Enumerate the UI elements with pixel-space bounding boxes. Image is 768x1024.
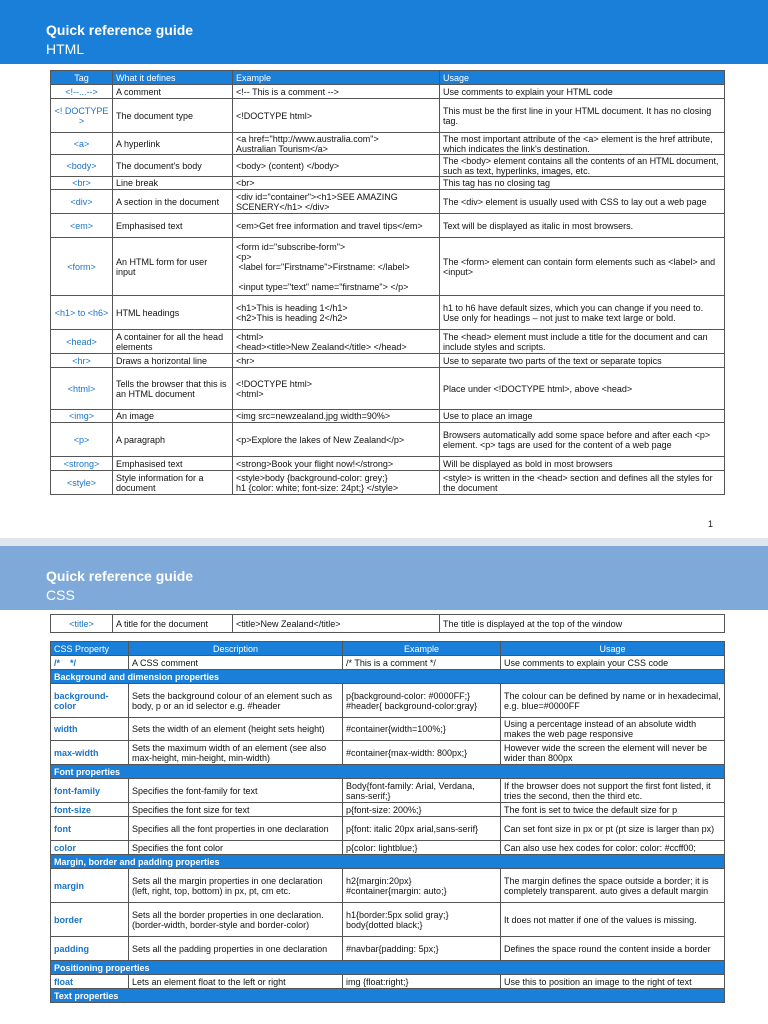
- defines-cell-text: A paragraph: [116, 434, 166, 445]
- example-cell-text: <em>Get free information and travel tips</em>: [236, 220, 423, 231]
- usage-cell: [501, 779, 725, 803]
- example-cell-text: <a href="http://www.australia.com"> Australian Tourism</a>: [236, 133, 379, 154]
- tag-cell-text: <form>: [67, 261, 96, 272]
- example-cell: [233, 296, 440, 330]
- table-row: [51, 779, 725, 803]
- property-cell-text: max-width: [54, 747, 99, 758]
- property-cell: [51, 684, 129, 718]
- description-cell-text: Specifies the font-family for text: [132, 785, 258, 796]
- example-cell-text: p{font-size: 200%;}: [346, 804, 422, 815]
- table-row: [51, 684, 725, 718]
- example-cell: [343, 903, 501, 937]
- usage-cell: [440, 99, 725, 133]
- usage-cell-text: This must be the first line in your HTML document. It has no closing tag.: [443, 105, 714, 126]
- example-cell-text: <form id="subscribe-form"> <p> <label for="Firstname">Firstname: </label> <input type="text" name="firstname"> </p>: [236, 241, 410, 292]
- column-header: CSS Property: [51, 642, 129, 656]
- table-row: [51, 330, 725, 354]
- property-cell-text: font-size: [54, 804, 91, 815]
- description-cell: [129, 841, 343, 855]
- defines-cell: [113, 296, 233, 330]
- table-row: [51, 841, 725, 855]
- usage-cell-text: The colour can be defined by name or in hexadecimal, e.g. blue=#0000FF: [504, 690, 724, 711]
- example-cell-text: <style>body {background-color: grey;} h1 {color: white; font-size: 24pt;} </style>: [236, 472, 399, 493]
- usage-cell: [440, 457, 725, 471]
- column-header: Example: [233, 71, 440, 85]
- property-cell: [51, 741, 129, 765]
- table-row: [51, 410, 725, 423]
- defines-cell-text: Emphasised text: [116, 220, 183, 231]
- tag-cell-text: <style>: [66, 477, 97, 488]
- tag-cell-text: <head>: [66, 336, 97, 347]
- title-tag-table: [50, 614, 725, 633]
- example-cell-text: <h1>This is heading 1</h1> <h2>This is heading 2</h2>: [236, 302, 348, 323]
- section-heading: Background and dimension properties: [51, 670, 725, 684]
- usage-cell-text: The margin defines the space outside a border; it is completely transparent. auto gives a default margin: [504, 875, 712, 896]
- defines-cell: [113, 471, 233, 495]
- css-reference-table: [50, 641, 725, 1003]
- property-cell-text: float: [54, 976, 73, 987]
- description-cell-text: Sets all the padding properties in one declaration: [132, 943, 328, 954]
- tag-cell-text: <img>: [68, 411, 94, 421]
- example-cell-text: #container{max-width: 800px;}: [346, 747, 468, 758]
- usage-cell-text: This tag has no closing tag: [443, 178, 551, 188]
- defines-cell: [113, 457, 233, 471]
- example-cell-text: h2{margin:20px} #container{margin: auto;}: [346, 875, 447, 896]
- usage-cell-text: The font is set to twice the default size for p: [504, 804, 678, 815]
- example-cell: [233, 330, 440, 354]
- property-cell: [51, 841, 129, 855]
- usage-cell: [440, 177, 725, 190]
- defines-cell: [113, 190, 233, 214]
- description-cell: [129, 937, 343, 961]
- defines-cell-text: The document's body: [116, 160, 202, 171]
- defines-cell-text: Tells the browser that this is an HTML document: [116, 378, 230, 399]
- defines-cell-text: The document type: [116, 110, 194, 121]
- example-cell: [233, 423, 440, 457]
- usage-cell-text: Text will be displayed as italic in most browsers.: [443, 220, 634, 231]
- example-cell-text: /* This is a comment */: [346, 657, 436, 668]
- table-row: [51, 615, 725, 633]
- example-cell-text: Body{font-family: Arial, Verdana, sans-serif;}: [346, 780, 478, 801]
- section-heading: Font properties: [51, 765, 725, 779]
- usage-cell: [501, 718, 725, 741]
- table-row: [51, 869, 725, 903]
- css-banner: [0, 546, 768, 610]
- property-cell-text: font: [54, 823, 71, 834]
- usage-cell: [440, 155, 725, 177]
- example-cell: [233, 410, 440, 423]
- example-cell: [343, 975, 501, 989]
- usage-cell: [501, 841, 725, 855]
- example-cell-text: #navbar{padding: 5px;}: [346, 943, 439, 954]
- usage-cell: [501, 803, 725, 817]
- column-header: Description: [129, 642, 343, 656]
- example-cell: [343, 741, 501, 765]
- description-cell-text: Specifies the font color: [132, 842, 224, 853]
- usage-cell-text: The <form> element can contain form elements such as <label> and <input>: [443, 256, 718, 277]
- tag-cell: [51, 190, 113, 214]
- property-cell: [51, 975, 129, 989]
- property-cell: [51, 937, 129, 961]
- usage-cell: [501, 741, 725, 765]
- table-row: [51, 471, 725, 495]
- usage-cell: [440, 214, 725, 238]
- defines-cell: [113, 133, 233, 155]
- defines-cell: [113, 214, 233, 238]
- tag-cell: [51, 177, 113, 190]
- property-cell-text: color: [54, 842, 77, 853]
- column-header: Example: [343, 642, 501, 656]
- description-cell: [129, 684, 343, 718]
- column-header: What it defines: [113, 71, 233, 85]
- tag-cell: [51, 410, 113, 423]
- example-cell: [233, 133, 440, 155]
- defines-cell-text: HTML headings: [116, 307, 180, 318]
- table-row: [51, 99, 725, 133]
- table-row: [51, 817, 725, 841]
- description-cell-text: Sets the maximum width of an element (see also max-height, min-height, min-width): [132, 742, 329, 763]
- tag-cell-text: <! DOCTYPE >: [54, 105, 111, 126]
- defines-cell-text: A hyperlink: [116, 138, 161, 149]
- defines-cell-text: A container for all the head elements: [116, 331, 226, 352]
- example-cell-text: <!-- This is a comment -->: [236, 86, 339, 97]
- usage-cell: [440, 368, 725, 410]
- property-cell-text: border: [54, 914, 83, 925]
- example-cell: [233, 190, 440, 214]
- example-cell: [343, 841, 501, 855]
- description-cell: [129, 803, 343, 817]
- defines-cell: [113, 330, 233, 354]
- table-row: [51, 238, 725, 296]
- usage-cell-text: Browsers automatically add some space before and after each <p> element. <p> tags are used for the content of a web page: [443, 429, 713, 450]
- usage-cell-text: Can set font size in px or pt (pt size is larger than px): [504, 823, 715, 834]
- usage-cell: [440, 238, 725, 296]
- usage-cell: [440, 330, 725, 354]
- table-header-row: [51, 71, 725, 85]
- tag-cell: <title>: [51, 615, 113, 633]
- table-row: [51, 155, 725, 177]
- defines-cell: [113, 99, 233, 133]
- example-cell: [233, 85, 440, 99]
- defines-cell: [113, 177, 233, 190]
- description-cell-text: Lets an element float to the left or right: [132, 976, 286, 987]
- section-heading-row: [51, 855, 725, 869]
- defines-cell-text: Line break: [116, 178, 159, 188]
- html-banner: [0, 0, 768, 64]
- example-cell-text: <strong>Book your flight now!</strong>: [236, 458, 394, 469]
- page-subtitle: CSS: [46, 587, 75, 603]
- description-cell-text: Sets the width of an element (height sets height): [132, 724, 325, 734]
- page-title: Quick reference guide: [46, 22, 194, 38]
- example-cell-text: <div id="container"><h1>SEE AMAZING SCENERY</h1> </div>: [236, 191, 401, 212]
- description-cell: [129, 869, 343, 903]
- tag-cell-text: <strong>: [63, 458, 100, 469]
- example-cell: [233, 238, 440, 296]
- property-cell: [51, 817, 129, 841]
- tag-cell-text: <!--...-->: [65, 86, 98, 97]
- example-cell: [343, 817, 501, 841]
- property-cell: [51, 656, 129, 670]
- example-cell-text: #container{width=100%;}: [346, 724, 446, 734]
- usage-cell: [501, 937, 725, 961]
- example-cell: [343, 869, 501, 903]
- usage-cell: [501, 684, 725, 718]
- usage-cell-text: It does not matter if one of the values is missing.: [504, 914, 697, 925]
- section-heading: Margin, border and padding properties: [51, 855, 725, 869]
- example-cell-text: <p>Explore the lakes of New Zealand</p>: [236, 434, 405, 445]
- table-row: [51, 718, 725, 741]
- defines-cell: [113, 238, 233, 296]
- table-row: [51, 133, 725, 155]
- page-number: 1: [708, 519, 714, 529]
- section-heading-row: [51, 961, 725, 975]
- table-row: [51, 975, 725, 989]
- page-divider: [0, 538, 768, 546]
- usage-cell: [440, 471, 725, 495]
- usage-cell-text: The <head> element must include a title for the document and can include styles and scripts.: [443, 331, 711, 352]
- column-header: Usage: [440, 71, 725, 85]
- example-cell-text: p{font: italic 20px arial,sans-serif}: [346, 823, 479, 834]
- example-cell-text: img {float:right;}: [346, 976, 409, 987]
- tag-cell: [51, 354, 113, 368]
- tag-cell: [51, 330, 113, 354]
- tag-cell: [51, 457, 113, 471]
- property-cell-text: background-color: [54, 690, 109, 711]
- usage-cell: [440, 85, 725, 99]
- property-cell-text: font-family: [54, 785, 100, 796]
- example-cell: [233, 471, 440, 495]
- tag-cell-text: <a>: [73, 138, 90, 149]
- tag-cell-text: <p>: [73, 434, 90, 445]
- description-cell: [129, 975, 343, 989]
- html-reference-table: [50, 70, 725, 495]
- defines-cell: [113, 410, 233, 423]
- usage-cell: [501, 975, 725, 989]
- tag-cell-text: <hr>: [72, 355, 91, 366]
- defines-cell-text: An HTML form for user input: [116, 256, 210, 277]
- tag-cell: [51, 99, 113, 133]
- table-row: [51, 423, 725, 457]
- tag-cell: [51, 296, 113, 330]
- usage-cell-text: The <body> element contains all the contents of an HTML document, such as text, hyperlinks, images, etc.: [443, 155, 721, 176]
- example-cell: <title>New Zealand</title>: [233, 615, 440, 633]
- table-row: [51, 803, 725, 817]
- section-heading-row: [51, 765, 725, 779]
- example-cell: [343, 803, 501, 817]
- usage-cell-text: The most important attribute of the <a> element is the href attribute, which indicates the link's destination.: [443, 133, 716, 154]
- defines-cell-text: Draws a horizontal line: [116, 355, 208, 366]
- description-cell: [129, 656, 343, 670]
- tag-cell: [51, 214, 113, 238]
- example-cell: [233, 99, 440, 133]
- property-cell: [51, 869, 129, 903]
- usage-cell: The title is displayed at the top of the window: [440, 615, 725, 633]
- section-heading: Positioning properties: [51, 961, 725, 975]
- example-cell: [233, 354, 440, 368]
- example-cell-text: <img src=newzealand.jpg width=90%>: [236, 411, 391, 421]
- defines-cell: [113, 155, 233, 177]
- usage-cell-text: <style> is written in the <head> section and defines all the styles for the document: [443, 472, 716, 493]
- table-row: [51, 214, 725, 238]
- section-heading-row: [51, 670, 725, 684]
- tag-cell: [51, 423, 113, 457]
- usage-cell: [501, 817, 725, 841]
- section-heading: Text properties: [51, 989, 725, 1003]
- example-cell-text: <body> (content) </body>: [236, 160, 340, 171]
- table-row: [51, 903, 725, 937]
- example-cell: [343, 656, 501, 670]
- table-row: [51, 177, 725, 190]
- usage-cell-text: Use this to position an image to the right of text: [504, 976, 692, 987]
- tag-cell-text: <br>: [72, 178, 91, 188]
- usage-cell-text: Use comments to explain your HTML code: [443, 86, 613, 97]
- usage-cell-text: h1 to h6 have default sizes, which you can change if you need to. Use only for headings – not just to make text large or bold.: [443, 302, 706, 323]
- example-cell-text: <html> <head><title>New Zealand</title> </head>: [236, 331, 407, 352]
- example-cell-text: p{color: lightblue;}: [346, 842, 418, 853]
- table-row: [51, 354, 725, 368]
- usage-cell-text: Use to place an image: [443, 411, 533, 421]
- usage-cell: [440, 354, 725, 368]
- tag-cell: [51, 471, 113, 495]
- usage-cell: [440, 296, 725, 330]
- usage-cell: [440, 190, 725, 214]
- usage-cell-text: If the browser does not support the first font listed, it tries the second, then the third etc.: [504, 780, 714, 801]
- example-cell: [343, 937, 501, 961]
- description-cell: [129, 779, 343, 803]
- property-cell-text: padding: [54, 943, 89, 954]
- tag-cell-text: <em>: [69, 220, 93, 231]
- usage-cell: [501, 656, 725, 670]
- example-cell: [233, 368, 440, 410]
- example-cell-text: <!DOCTYPE html>: [236, 110, 313, 121]
- usage-cell: [440, 423, 725, 457]
- usage-cell-text: Using a percentage instead of an absolute width makes the web page responsive: [504, 719, 699, 739]
- tag-cell-text: <h1> to <h6>: [54, 307, 109, 318]
- usage-cell-text: Can also use hex codes for color: color: #ccff00;: [504, 842, 696, 853]
- usage-cell-text: Place under <!DOCTYPE html>, above <head>: [443, 383, 633, 394]
- example-cell: [343, 779, 501, 803]
- tag-cell: [51, 133, 113, 155]
- usage-cell: [440, 133, 725, 155]
- table-row: [51, 656, 725, 670]
- usage-cell-text: However wide the screen the element will never be wider than 800px: [504, 742, 710, 763]
- property-cell: [51, 718, 129, 741]
- tag-cell: [51, 155, 113, 177]
- property-cell-text: /* */: [54, 657, 77, 668]
- property-cell-text: margin: [54, 880, 85, 891]
- defines-cell: [113, 368, 233, 410]
- tag-cell: [51, 238, 113, 296]
- defines-cell-text: A section in the document: [116, 196, 220, 207]
- description-cell: [129, 741, 343, 765]
- description-cell-text: Sets the background colour of an element such as body, p or an id selector e.g. #header: [132, 690, 335, 711]
- description-cell-text: Sets all the border properties in one declaration. (border-width, border-style and border-color): [132, 909, 327, 930]
- page-subtitle: HTML: [46, 41, 85, 57]
- defines-cell: [113, 423, 233, 457]
- table-row: [51, 190, 725, 214]
- column-header: Tag: [51, 71, 113, 85]
- example-cell: [233, 214, 440, 238]
- table-row: [51, 296, 725, 330]
- example-cell: [233, 457, 440, 471]
- usage-cell-text: The <div> element is usually used with CSS to lay out a web page: [443, 196, 707, 207]
- example-cell-text: <hr>: [236, 355, 255, 366]
- defines-cell: [113, 354, 233, 368]
- tag-cell-text: <div>: [70, 196, 93, 207]
- description-cell-text: A CSS comment: [132, 657, 199, 668]
- property-cell: [51, 779, 129, 803]
- example-cell-text: h1{border:5px solid gray;} body{dotted black;}: [346, 909, 449, 930]
- table-header-row: [51, 642, 725, 656]
- column-header: Usage: [501, 642, 725, 656]
- table-row: [51, 937, 725, 961]
- table-row: [51, 741, 725, 765]
- usage-cell-text: Use to separate two parts of the text or separate topics: [443, 355, 662, 366]
- usage-cell: [501, 869, 725, 903]
- example-cell: [233, 177, 440, 190]
- description-cell-text: Specifies the font size for text: [132, 804, 250, 815]
- example-cell: [233, 155, 440, 177]
- defines-cell-text: Style information for a document: [116, 472, 207, 493]
- defines-cell-text: A comment: [116, 86, 162, 97]
- property-cell: [51, 903, 129, 937]
- table-row: [51, 457, 725, 471]
- usage-cell-text: Use comments to explain your CSS code: [504, 657, 669, 668]
- description-cell: [129, 718, 343, 741]
- example-cell: [343, 684, 501, 718]
- usage-cell-text: Will be displayed as bold in most browsers: [443, 458, 613, 469]
- usage-cell: [440, 410, 725, 423]
- property-cell-text: width: [54, 724, 78, 734]
- section-heading-row: [51, 989, 725, 1003]
- property-cell: [51, 803, 129, 817]
- example-cell-text: <br>: [236, 178, 255, 188]
- defines-cell-text: An image: [116, 411, 155, 421]
- defines-cell: A title for the document: [113, 615, 233, 633]
- defines-cell-text: Emphasised text: [116, 458, 183, 469]
- table-row: [51, 368, 725, 410]
- description-cell: [129, 817, 343, 841]
- tag-cell: [51, 85, 113, 99]
- example-cell-text: <!DOCTYPE html> <html>: [236, 378, 313, 399]
- description-cell-text: Specifies all the font properties in one declaration: [132, 823, 329, 834]
- defines-cell: [113, 85, 233, 99]
- usage-cell: [501, 903, 725, 937]
- example-cell: [343, 718, 501, 741]
- description-cell-text: Sets all the margin properties in one declaration (left, right, top, bottom) in px, pt, cm etc.: [132, 875, 326, 896]
- example-cell-text: p{background-color: #0000FF;} #header{ background-color:gray}: [346, 690, 478, 711]
- usage-cell-text: Defines the space round the content inside a border: [504, 943, 711, 954]
- table-row: [51, 85, 725, 99]
- tag-cell-text: <html>: [67, 383, 96, 394]
- tag-cell-text: <body>: [66, 160, 97, 171]
- page-title: Quick reference guide: [46, 568, 194, 584]
- tag-cell: [51, 368, 113, 410]
- description-cell: [129, 903, 343, 937]
